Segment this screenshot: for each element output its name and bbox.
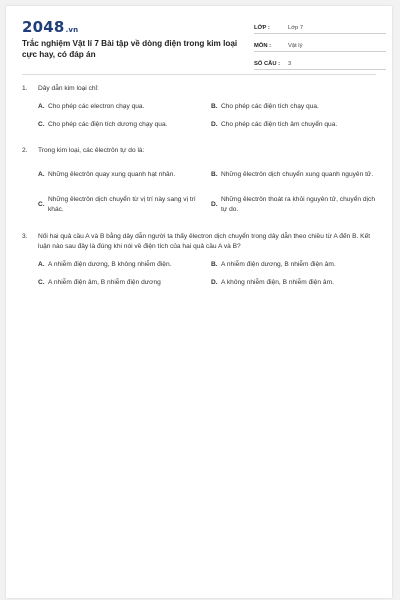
option-text: A nhiễm điện dương, B không nhiễm điện. xyxy=(48,261,172,268)
meta-row-count xyxy=(254,54,386,70)
answer-options xyxy=(38,260,376,288)
option-letter: C. xyxy=(38,201,45,208)
site-logo[interactable] xyxy=(22,18,78,36)
meta-row-subject xyxy=(254,36,386,52)
option-letter: B. xyxy=(211,171,218,178)
meta-label: MÔN : xyxy=(254,43,272,49)
option-letter: A. xyxy=(38,171,45,178)
meta-label: LỚP : xyxy=(254,25,270,31)
option-d[interactable] xyxy=(211,194,376,216)
question-number: 3. xyxy=(22,233,28,240)
answer-options xyxy=(38,164,376,216)
question-number: 2. xyxy=(22,147,28,154)
meta-info xyxy=(254,18,386,72)
option-letter: D. xyxy=(211,279,218,286)
logo-suffix: .vn xyxy=(65,26,79,34)
option-b[interactable] xyxy=(211,102,376,112)
question-text: Nối hai quả cầu A và B bằng dây dẫn người ta thấy êlectron dịch chuyển trong dây dẫn theo chiều từ A đến B. Kết luận nào sau đây là đúng khi nói về điện tích của hai quả cầu A và B? xyxy=(38,233,371,250)
option-letter: B. xyxy=(211,261,218,268)
meta-value: Vật lý xyxy=(288,43,303,49)
question-3 xyxy=(22,232,376,288)
question-number: 1. xyxy=(22,85,28,92)
option-text: A không nhiễm điện, B nhiễm điện âm. xyxy=(221,279,334,286)
option-b[interactable] xyxy=(211,260,376,270)
option-text: Cho phép các điện tích chạy qua. xyxy=(221,103,319,110)
option-c[interactable] xyxy=(38,120,203,130)
meta-label: SỐ CÂU : xyxy=(254,61,281,67)
option-text: A nhiễm điện dương, B nhiễm điện âm. xyxy=(221,261,336,268)
option-text: Cho phép các điện tích âm chuyển qua. xyxy=(221,121,338,128)
option-a[interactable] xyxy=(38,164,203,186)
header-divider xyxy=(22,74,376,75)
option-letter: D. xyxy=(211,121,218,128)
option-text: Cho phép các electron chạy qua. xyxy=(48,103,145,110)
option-d[interactable] xyxy=(211,278,376,288)
question-head xyxy=(22,84,376,94)
option-text: Những êlectrôn dịch chuyển từ vị trí này sang vị trí khác. xyxy=(48,196,196,213)
meta-row-class xyxy=(254,18,386,34)
question-text: Dây dẫn kim loại chỉ: xyxy=(38,85,99,92)
question-head xyxy=(22,146,376,156)
question-2 xyxy=(22,146,376,216)
document-title: Trắc nghiệm Vật lí 7 Bài tập về dòng điện trong kim loại cực hay, có đáp án xyxy=(22,39,238,59)
option-text: Cho phép các điện tích dương chạy qua. xyxy=(48,121,168,128)
option-text: A nhiễm điện âm, B nhiễm điện dương xyxy=(48,279,161,286)
logo-text: 2048 xyxy=(22,18,65,36)
option-letter: B. xyxy=(211,103,218,110)
option-text: Những êlectrôn quay xung quanh hạt nhân. xyxy=(48,171,176,178)
question-1 xyxy=(22,84,376,130)
answer-options xyxy=(38,102,376,130)
option-a[interactable] xyxy=(38,102,203,112)
option-b[interactable] xyxy=(211,164,376,186)
option-letter: C. xyxy=(38,121,45,128)
option-d[interactable] xyxy=(211,120,376,130)
meta-value: Lớp 7 xyxy=(288,25,304,31)
option-text: Những êlectrôn dịch chuyển xung quanh nguyên tử. xyxy=(221,171,374,178)
option-letter: A. xyxy=(38,261,45,268)
worksheet-page xyxy=(6,6,392,598)
question-list xyxy=(22,84,376,288)
option-letter: A. xyxy=(38,103,45,110)
option-c[interactable] xyxy=(38,194,203,216)
option-letter: D. xyxy=(211,201,218,208)
option-letter: C. xyxy=(38,279,45,286)
question-head xyxy=(22,232,376,252)
option-text: Những êlectrôn thoát ra khỏi nguyên tử, chuyển dịch tự do. xyxy=(221,196,375,213)
option-a[interactable] xyxy=(38,260,203,270)
worksheet-header xyxy=(6,6,392,70)
option-c[interactable] xyxy=(38,278,203,288)
meta-value: 3 xyxy=(288,61,292,67)
question-text: Trong kim loại, các êlectrôn tự do là: xyxy=(38,147,145,154)
